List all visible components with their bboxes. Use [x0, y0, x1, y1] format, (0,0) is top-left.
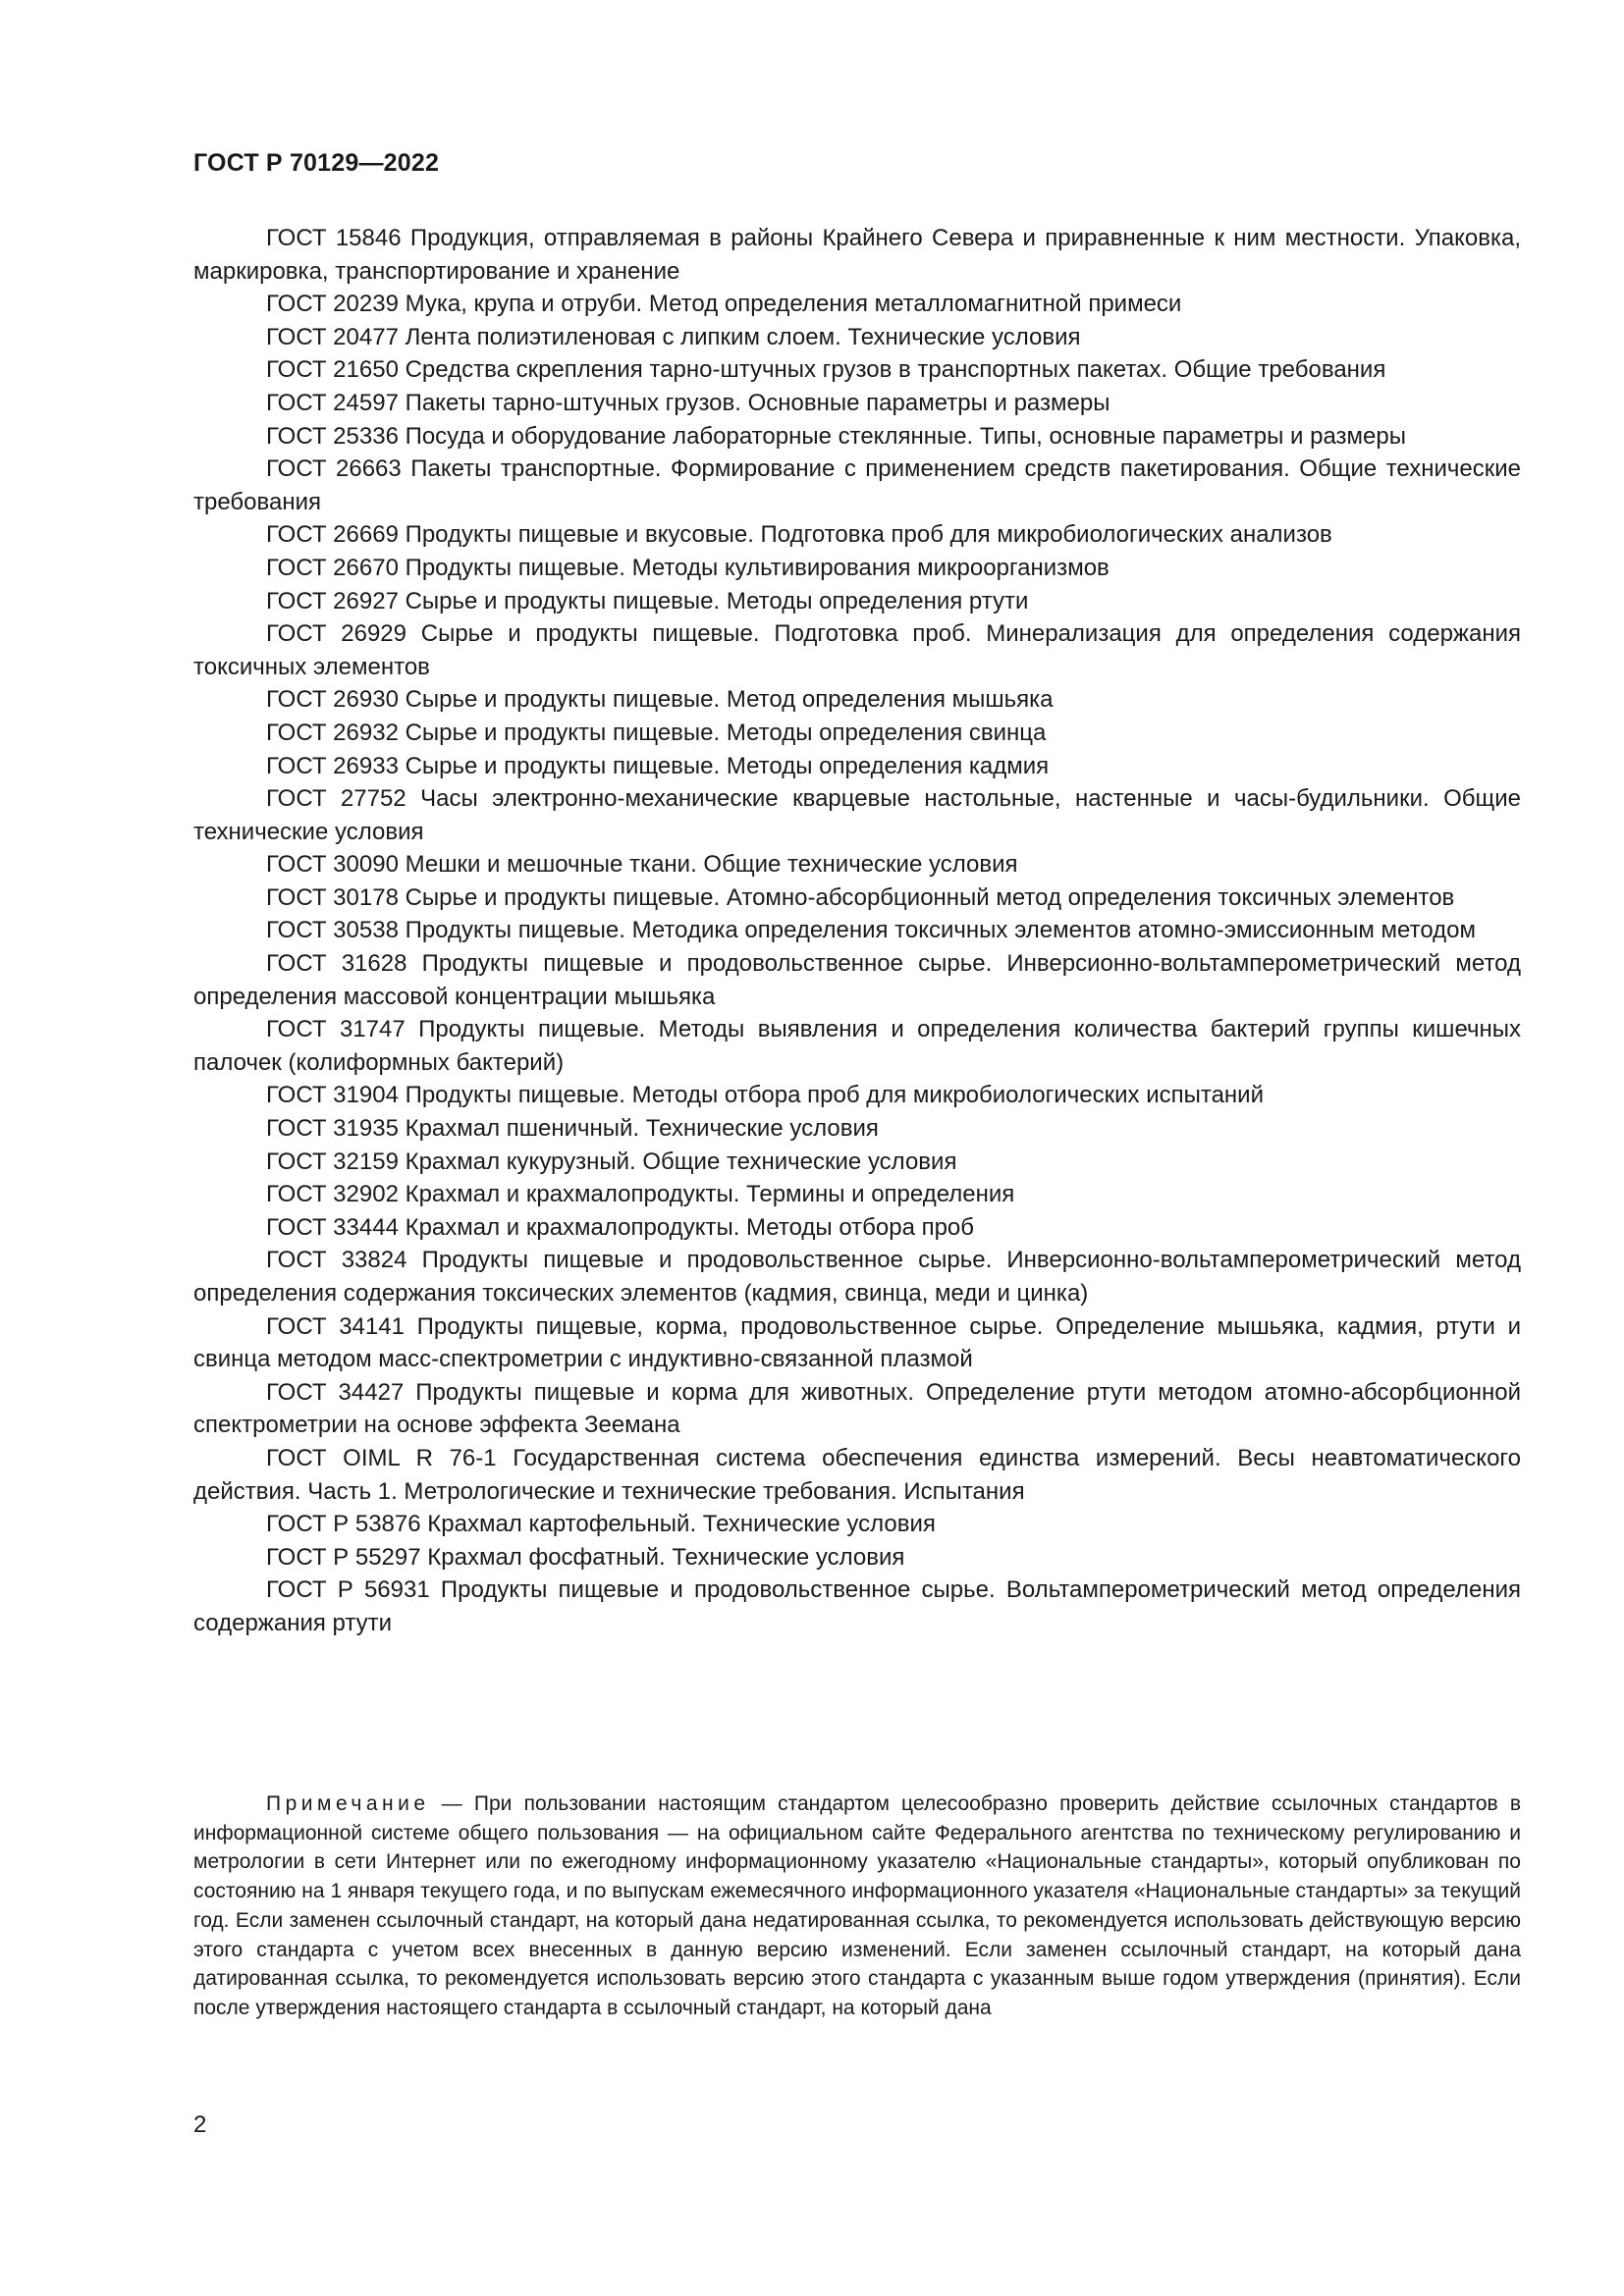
reference-item: ГОСТ 25336 Посуда и оборудование лабораторные стеклянные. Типы, основные параметры и размеры [266, 422, 1406, 450]
reference-item: ГОСТ 33444 Крахмал и крахмалопродукты. Методы отбора проб [266, 1213, 975, 1241]
reference-item: ГОСТ Р 56931 Продукты пищевые и продовольственное сырье. Вольтамперометрический метод определения содержания ртути [193, 1576, 1521, 1636]
reference-item: ГОСТ 31628 Продукты пищевые и продовольственное сырье. Инверсионно-вольтамперометрический метод определения массовой концентрации мышьяка [193, 950, 1521, 1010]
reference-item: ГОСТ 26933 Сырье и продукты пищевые. Методы определения кадмия [266, 752, 1050, 779]
reference-item: ГОСТ 20239 Мука, крупа и отруби. Метод определения металломагнитной примеси [266, 291, 1182, 318]
reference-item: ГОСТ 31904 Продукты пищевые. Методы отбора проб для микробиологических испытаний [266, 1082, 1264, 1109]
reference-item: ГОСТ 31747 Продукты пищевые. Методы выявления и определения количества бактерий группы кишечных палочек (колиформных бактерий) [193, 1016, 1521, 1076]
reference-item: ГОСТ 26927 Сырье и продукты пищевые. Методы определения ртути [266, 587, 1029, 614]
normative-references-list [193, 222, 1521, 1640]
reference-item: ГОСТ 26670 Продукты пищевые. Методы культивирования микроорганизмов [266, 554, 1110, 581]
reference-item: ГОСТ 34141 Продукты пищевые, корма, продовольственное сырье. Определение мышьяка, кадмия, ртути и свинца методом масс-спектрометрии с индуктивно-связанной плазмой [193, 1312, 1521, 1373]
reference-item: ГОСТ 21650 Средства скрепления тарно-штучных грузов в транспортных пакетах. Общие требования [266, 356, 1386, 384]
reference-item: ГОСТ 26932 Сырье и продукты пищевые. Методы определения свинца [266, 719, 1047, 746]
note-text: — При пользовании настоящим стандартом целесообразно проверить действие ссылочных стандартов в информационной системе общего пользования — на официальном сайте Федерального агентства по техническому регулированию и метрологии в сети Интернет или по ежегодному информационному указателю «Национальные стандарты», который опубликован по состоянию на 1 января текущего года, и по выпускам ежемесячного информационного указателя «Национальные стандарты» за текущий год. Если заменен ссылочный стандарт, на который дана недатированная ссылка, то рекомендуется использовать действующую версию этого стандарта с учетом всех внесенных в данную версию изменений. Если заменен ссылочный стандарт, на который дана датированная ссылка, то рекомендуется использовать версию этого стандарта с указанным выше годом утверждения (принятия). Если после утверждения настоящего стандарта в ссылочный стандарт, на который дана [193, 1792, 1521, 2019]
reference-item: ГОСТ Р 53876 Крахмал картофельный. Технические условия [266, 1511, 936, 1538]
reference-item: ГОСТ 26930 Сырье и продукты пищевые. Метод определения мышьяка [266, 686, 1054, 714]
reference-item: ГОСТ 30090 Мешки и мешочные ткани. Общие технические условия [266, 851, 1018, 879]
reference-item: ГОСТ 32159 Крахмал кукурузный. Общие технические условия [266, 1148, 957, 1175]
reference-item: ГОСТ 32902 Крахмал и крахмалопродукты. Термины и определения [266, 1181, 1015, 1208]
reference-item: ГОСТ Р 55297 Крахмал фосфатный. Технические условия [266, 1543, 905, 1571]
reference-item: ГОСТ 33824 Продукты пищевые и продовольственное сырье. Инверсионно-вольтамперометрический метод определения содержания токсических элементов (кадмия, свинца, меди и цинка) [193, 1247, 1521, 1307]
reference-item: ГОСТ 34427 Продукты пищевые и корма для животных. Определение ртути методом атомно-абсорбционной спектрометрии на основе эффекта Зеемана [193, 1378, 1521, 1439]
reference-item: ГОСТ OIML R 76-1 Государственная система обеспечения единства измерений. Весы неавтоматического действия. Часть 1. Метрологические и технические требования. Испытания [193, 1444, 1521, 1505]
reference-item: ГОСТ 15846 Продукция, отправляемая в районы Крайнего Севера и приравненные к ним местности. Упаковка, маркировка, транспортирование и хранение [193, 225, 1521, 285]
reference-item: ГОСТ 26663 Пакеты транспортные. Формирование с применением средств пакетирования. Общие технические требования [193, 455, 1521, 515]
reference-item: ГОСТ 26929 Сырье и продукты пищевые. Подготовка проб. Минерализация для определения содержания токсичных элементов [193, 620, 1521, 680]
reference-item: ГОСТ 27752 Часы электронно-механические кварцевые настольные, настенные и часы-будильники. Общие технические условия [193, 785, 1521, 845]
reference-item: ГОСТ 20477 Лента полиэтиленовая с липким слоем. Технические условия [266, 323, 1081, 350]
document-code-header: ГОСТ Р 70129—2022 [193, 149, 440, 177]
reference-item: ГОСТ 24597 Пакеты тарно-штучных грузов. Основные параметры и размеры [266, 389, 1110, 416]
note-label: Примечание [266, 1792, 430, 1815]
page-number: 2 [193, 2111, 207, 2138]
reference-item: ГОСТ 26669 Продукты пищевые и вкусовые. Подготовка проб для микробиологических анализов [266, 521, 1332, 549]
reference-item: ГОСТ 30178 Сырье и продукты пищевые. Атомно-абсорбционный метод определения токсичных элементов [266, 883, 1455, 911]
note-paragraph [193, 1789, 1521, 2023]
reference-item: ГОСТ 30538 Продукты пищевые. Методика определения токсичных элементов атомно-эмиссионным методом [266, 917, 1476, 944]
reference-item: ГОСТ 31935 Крахмал пшеничный. Технические условия [266, 1115, 879, 1143]
